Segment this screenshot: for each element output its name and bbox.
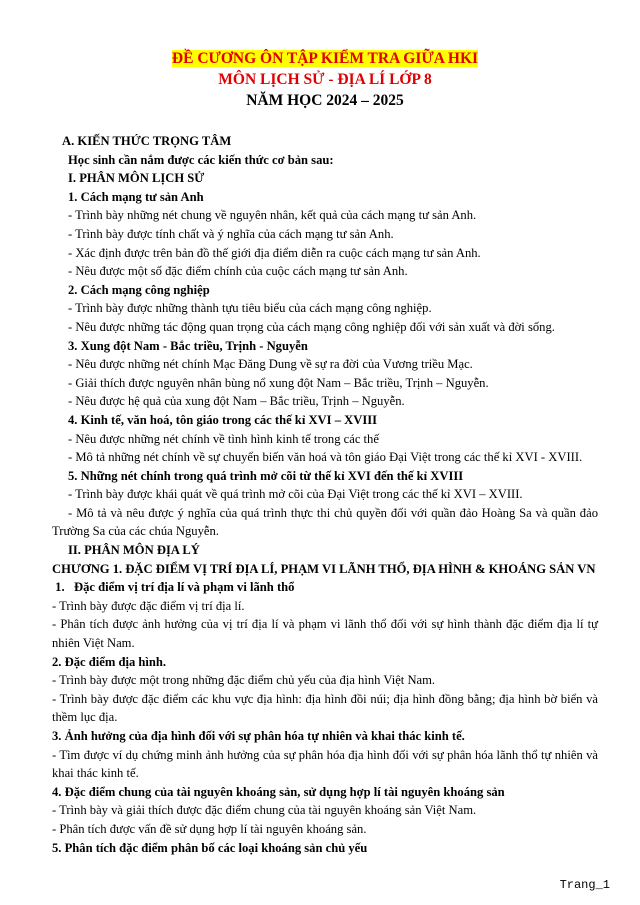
list-item: - Nêu được những nét chính Mạc Đăng Dung về sự ra đời của Vương triều Mạc. bbox=[68, 357, 473, 372]
topic-heading: 1. Cách mạng tư sản Anh bbox=[68, 189, 204, 204]
list-item: - Mô tả những nét chính về sự chuyển biến văn hoá và tôn giáo Đại Việt trong các thế kỉ XVI - XVIII. bbox=[68, 450, 583, 465]
list-item: - Trình bày được đặc điểm vị trí địa lí. bbox=[52, 598, 245, 613]
document-header bbox=[52, 48, 598, 112]
part-heading: I. PHÂN MÔN LỊCH SỬ bbox=[68, 171, 205, 186]
intro-text: Học sinh cần nắm được các kiến thức cơ bản sau: bbox=[68, 152, 334, 167]
list-item: - Nêu được những nét chính về tình hình kinh tế trong các thế bbox=[68, 431, 379, 446]
topic-heading: 2. Cách mạng công nghiệp bbox=[68, 282, 210, 297]
topic-heading: 3. Ảnh hưởng của địa hình đối với sự phân hóa tự nhiên và khai thác kinh tế. bbox=[52, 729, 465, 743]
document-year: NĂM HỌC 2024 – 2025 bbox=[246, 92, 404, 109]
section-heading: A. KIẾN THỨC TRỌNG TÂM bbox=[62, 134, 232, 148]
list-item: - Trình bày những nét chung về nguyên nhân, kết quả của cách mạng tư sản Anh. bbox=[68, 208, 477, 223]
part-heading: II. PHÂN MÔN ĐỊA LÝ bbox=[68, 543, 200, 558]
list-item: - Trình bày và giải thích được đặc điểm chung của tài nguyên khoáng sản Việt Nam. bbox=[52, 803, 477, 818]
topic-heading: 1. Đặc điểm vị trí địa lí và phạm vi lãnh thổ bbox=[52, 580, 295, 595]
list-item: - Mô tả và nêu được ý nghĩa của quá trình thực thi chủ quyền đối với quần đảo Hoàng Sa và quần đảo Trường Sa của các chúa Nguyễn. bbox=[52, 505, 598, 539]
page-number: Trang_1 bbox=[559, 878, 610, 892]
topic-heading: 4. Kinh tế, văn hoá, tôn giáo trong các thế kỉ XVI – XVIII bbox=[68, 412, 378, 427]
document-title: ĐỀ CƯƠNG ÔN TẬP KIỂM TRA GIỮA HKI bbox=[171, 50, 479, 67]
list-item: - Phân tích được vấn đề sử dụng hợp lí tài nguyên khoáng sản. bbox=[52, 821, 367, 836]
list-item: - Trình bày được một trong những đặc điểm chủ yếu của địa hình Việt Nam. bbox=[52, 673, 436, 688]
list-item: - Giải thích được nguyên nhân bùng nổ xung đột Nam – Bắc triều, Trịnh – Nguyễn. bbox=[68, 375, 489, 390]
topic-heading: 4. Đặc điểm chung của tài nguyên khoáng sản, sử dụng hợp lí tài nguyên khoáng sản bbox=[52, 784, 505, 799]
list-item: - Nêu được hệ quả của xung đột Nam – Bắc triều, Trịnh – Nguyễn. bbox=[68, 394, 405, 409]
list-item: - Tìm được ví dụ chứng minh ảnh hưởng của sự phân hóa địa hình đối với sự phân hóa lãnh thổ tự nhiên và khai thác kinh tế. bbox=[52, 747, 598, 781]
list-item: - Xác định được trên bản đồ thế giới địa điểm diễn ra cuộc cách mạng tư sản Anh. bbox=[68, 245, 481, 260]
document-body bbox=[52, 132, 598, 857]
list-item: - Phân tích được ảnh hưởng của vị trí địa lí và phạm vi lãnh thổ đối với sự hình thành đặc điểm địa lí tự nhiên Việt Nam. bbox=[52, 617, 598, 651]
document-subject: MÔN LỊCH SỬ - ĐỊA LÍ LỚP 8 bbox=[218, 71, 432, 88]
list-item: - Trình bày được tính chất và ý nghĩa của cách mạng tư sản Anh. bbox=[68, 226, 394, 241]
chapter-heading: CHƯƠNG 1. ĐẶC ĐIỂM VỊ TRÍ ĐỊA LÍ, PHẠM VI LÃNH THỔ, ĐỊA HÌNH & KHOÁNG SẢN VN bbox=[52, 561, 596, 576]
list-item: - Nêu được những tác động quan trọng của cách mạng công nghiệp đối với sản xuất và đời sống. bbox=[68, 319, 555, 334]
list-item: - Trình bày được những thành tựu tiêu biểu của cách mạng công nghiệp. bbox=[68, 301, 432, 316]
topic-heading: 5. Phân tích đặc điểm phân bố các loại khoáng sản chủ yếu bbox=[52, 840, 368, 855]
document-page bbox=[52, 48, 598, 857]
topic-heading: 5. Những nét chính trong quá trình mở cõi từ thế kỉ XVI đến thế kỉ XVIII bbox=[68, 468, 464, 483]
topic-heading: 2. Đặc điểm địa hình. bbox=[52, 654, 167, 669]
list-item: - Trình bày được đặc điểm các khu vực địa hình: địa hình đồi núi; địa hình đồng bằng; địa hình bờ biển và thềm lục địa. bbox=[52, 691, 598, 725]
topic-heading: 3. Xung đột Nam - Bắc triều, Trịnh - Nguyễn bbox=[68, 338, 308, 353]
list-item: - Nêu được một số đặc điểm chính của cuộc cách mạng tư sản Anh. bbox=[68, 264, 408, 279]
list-item: - Trình bày được khái quát về quá trình mở cõi của Đại Việt trong các thế kỉ XVI – XVIII. bbox=[68, 487, 523, 502]
